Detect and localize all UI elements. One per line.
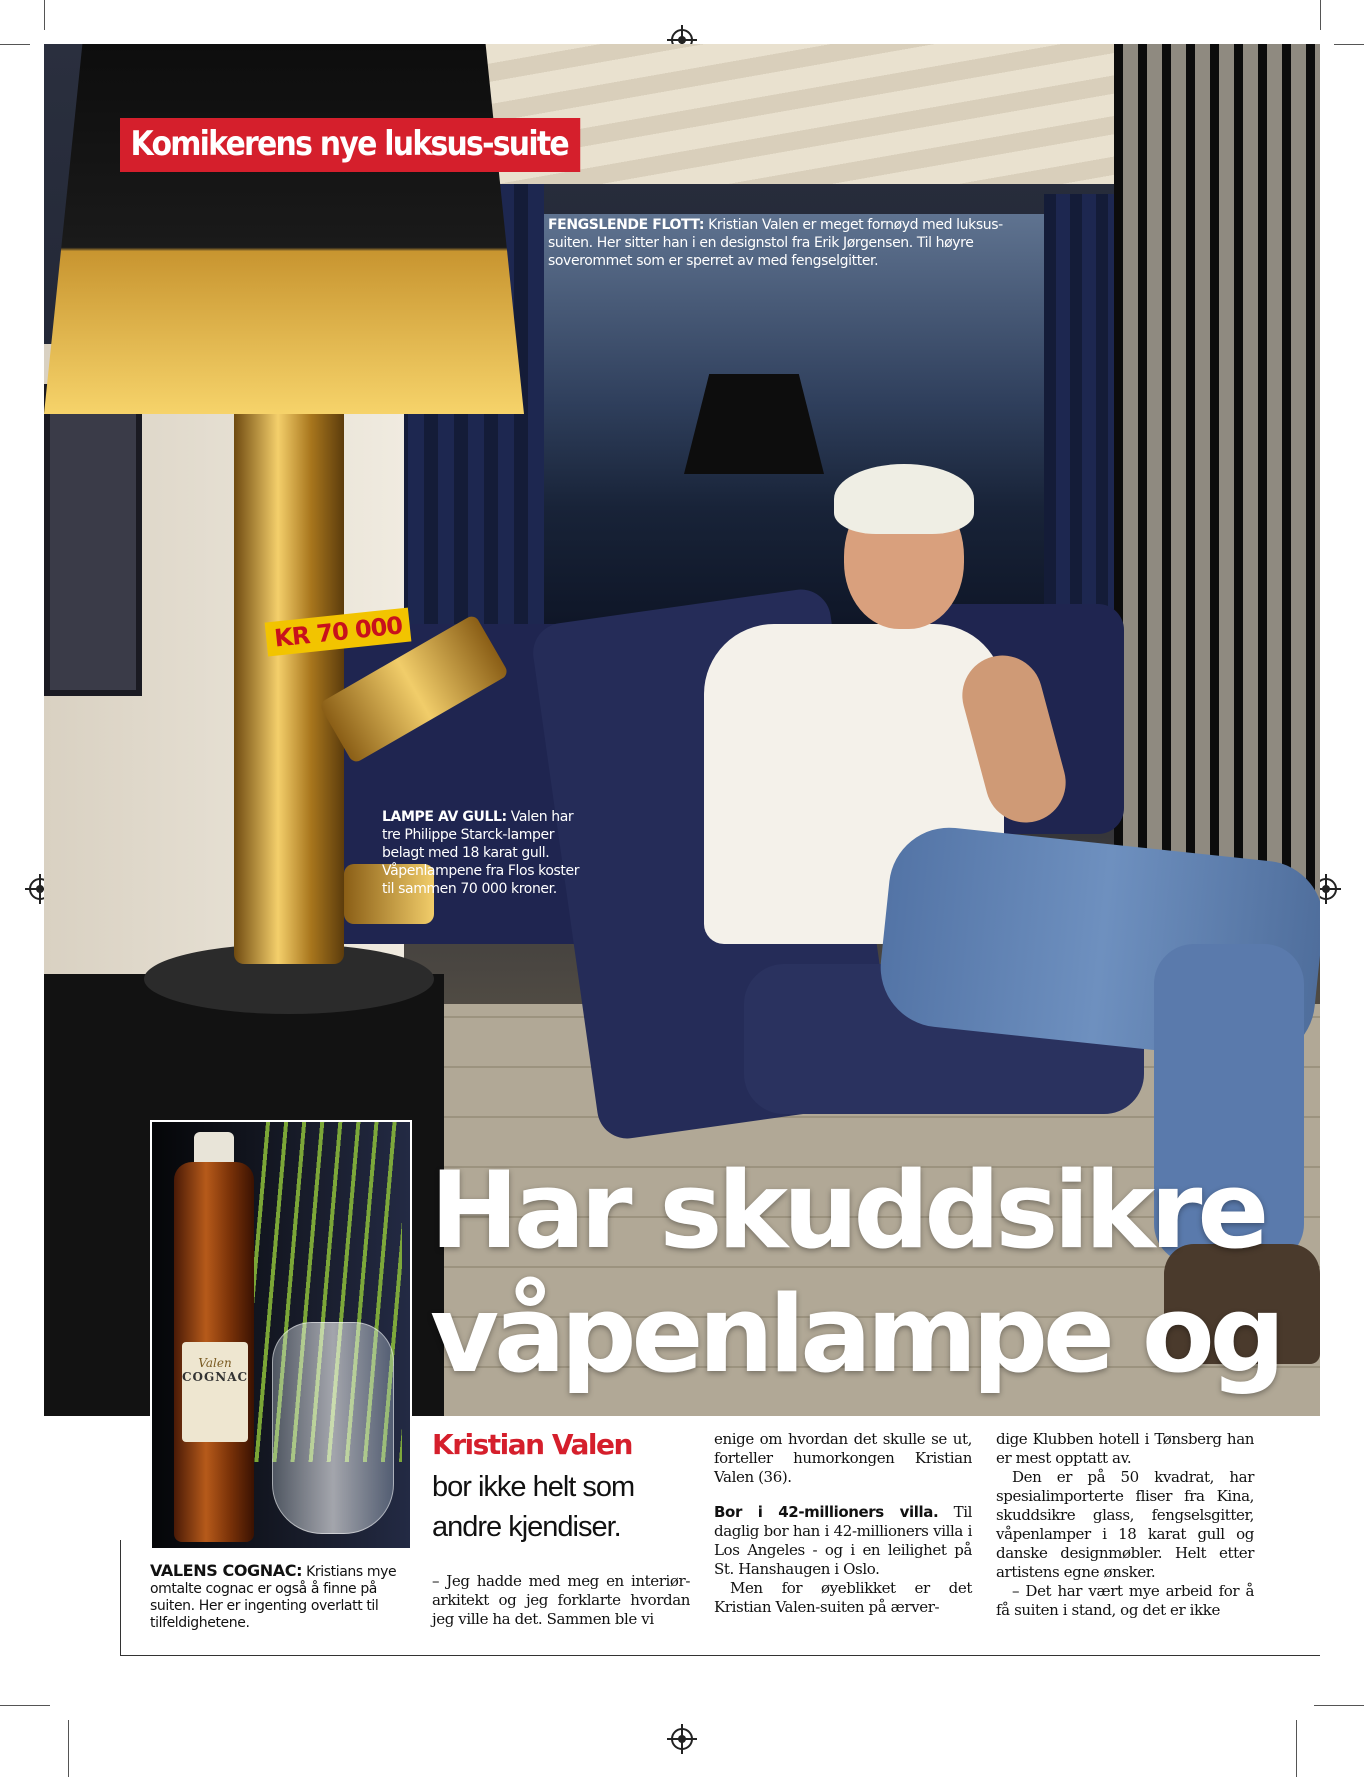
crop-mark (1314, 1705, 1364, 1706)
byline-name: Kristian Valen (432, 1428, 632, 1461)
caption-text: Kristians mye omtalte cognac er også å finne på suiten. Her er ingenting overlatt til tilfeldighetene. (150, 1564, 397, 1631)
paragraph (714, 1503, 972, 1579)
caption-lamp (382, 808, 594, 898)
caption-window (548, 216, 1008, 270)
label-kind: COGNAC (182, 1370, 249, 1384)
headline-line-2: våpenlampe og (430, 1273, 1281, 1396)
bottom-rule (120, 1655, 1320, 1656)
crop-mark (44, 0, 45, 30)
label-brand: Valen (198, 1356, 232, 1370)
caption-lead: FENGSLENDE FLOTT: (548, 217, 705, 233)
prison-bars (1114, 44, 1320, 904)
glass-vase (272, 1322, 394, 1534)
cognac-photo (150, 1120, 412, 1550)
left-rule (120, 1540, 121, 1656)
paragraph: Den er på 50 kvadrat, har spesialimporterte fliser fra Kina, skuddsikre glass, fengselsgitter, våpenlamper i 18 karat gull og danske designmøbler. Helt etter artistens egne ønsker. (996, 1468, 1254, 1581)
crop-mark (68, 1720, 69, 1777)
caption-text: Valen har tre Philippe Starck-lamper belagt med 18 karat gull. Våpenlampene fra Flos koster til sammen 70 000 kroner. (382, 809, 580, 897)
article-column-3 (996, 1430, 1254, 1620)
subheading: Bor i 42-millioners villa. (714, 1503, 939, 1521)
article-lede: bor ikke helt som andre kjendiser. (432, 1471, 635, 1543)
person-hair (834, 464, 974, 534)
gun-lamp (234, 404, 344, 964)
article-byline (432, 1428, 692, 1547)
headline-line-1: Har skuddsikre (430, 1149, 1265, 1272)
article-column-2 (714, 1430, 972, 1617)
registration-mark-icon (671, 1728, 693, 1750)
paragraph: dige Klubben hotell i Tønsberg han er mest opptatt av. (996, 1430, 1254, 1467)
section-title: Komikerens nye luksus-suite (120, 118, 580, 172)
crop-mark (1334, 44, 1364, 45)
paragraph: Men for øyeblikket er det Kristian Valen-suiten på ærver- (714, 1579, 972, 1616)
caption-cognac (150, 1562, 412, 1632)
caption-lead: VALENS COGNAC: (150, 1561, 303, 1580)
lamp-shade (44, 44, 524, 414)
paragraph-text: Til daglig bor han i 42-millioners villa i Los Angeles - og i en leilighet på St. Hanshaugen i Oslo. (714, 1503, 972, 1578)
caption-lead: LAMPE AV GULL: (382, 809, 507, 825)
crop-mark (0, 1705, 50, 1706)
wall-frame (44, 384, 142, 696)
paragraph: – Det har vært mye arbeid for å få suiten i stand, og det er ikke (996, 1582, 1254, 1619)
paragraph: – Jeg hadde med meg en interiør-arkitekt og jeg forklarte hvordan jeg ville ha det. Sammen ble vi (432, 1572, 690, 1628)
bottle-label (182, 1342, 248, 1442)
article-column-1 (432, 1572, 690, 1629)
crop-mark (0, 44, 30, 45)
crop-mark (1320, 0, 1321, 30)
paragraph: enige om hvordan det skulle se ut, forteller humorkongen Kristian Valen (36). (714, 1430, 972, 1486)
caption-text: Kristian Valen er meget fornøyd med luksus-suiten. Her sitter han i en designstol fra Erik Jørgensen. Til høyre soverommet som er sperret av med fengselgitter. (548, 217, 1003, 269)
price-badge: KR 70 000 (265, 608, 412, 657)
crop-mark (1296, 1720, 1297, 1777)
